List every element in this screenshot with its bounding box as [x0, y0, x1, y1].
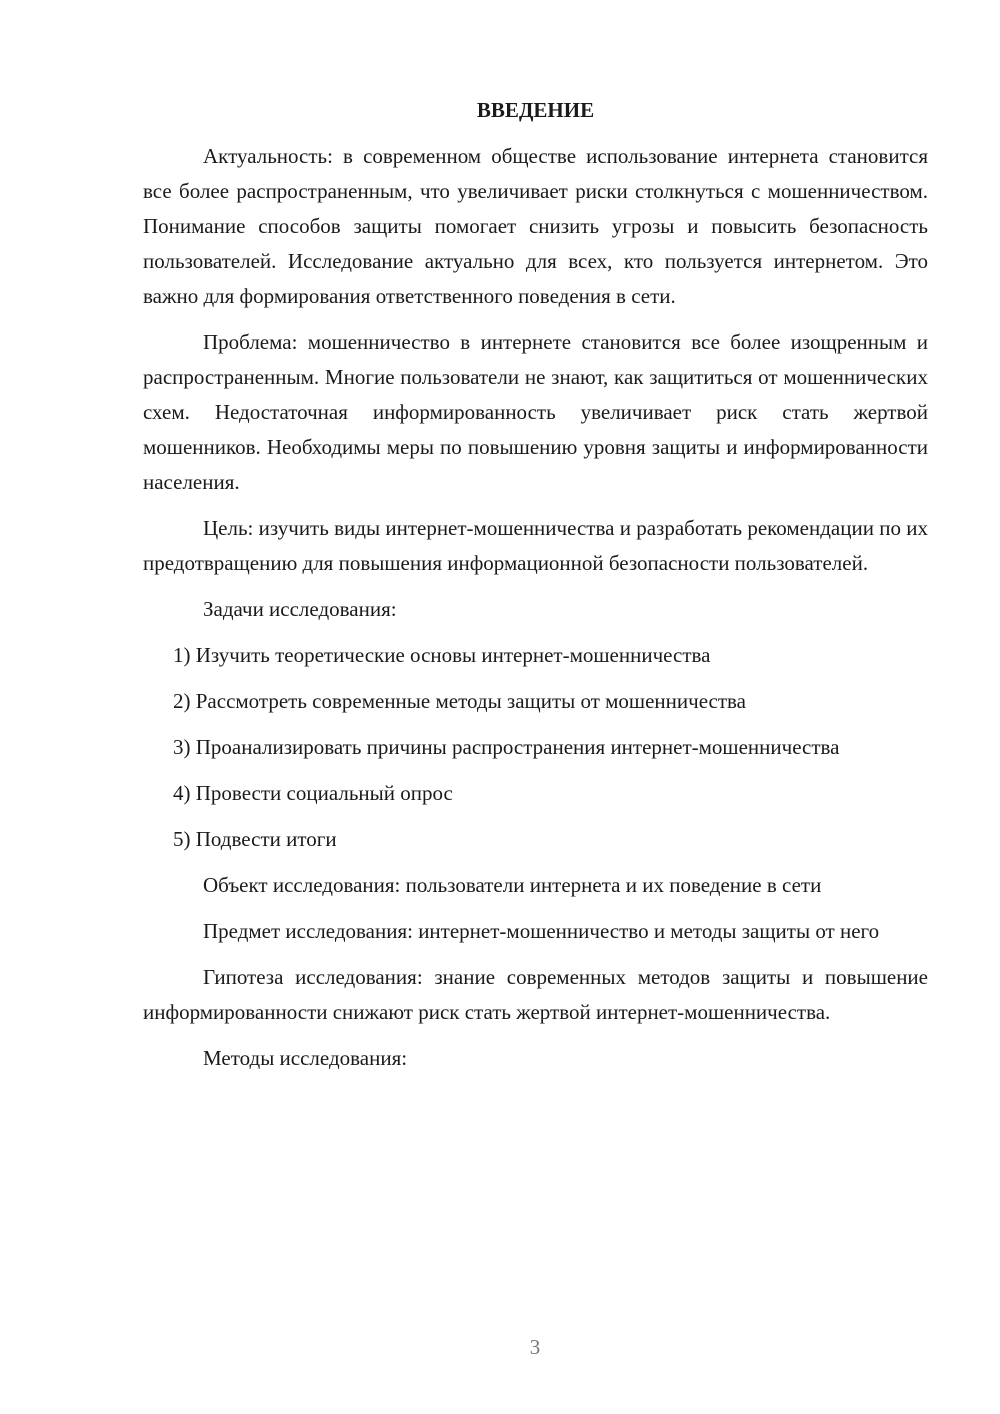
- page-number: 3: [529, 1335, 541, 1359]
- hypothesis-paragraph: Гипотеза исследования: знание современных методов защиты и повышение информированности снижают риск стать жертвой интернет-мошенничества.: [143, 965, 928, 1024]
- tasks-heading: Задачи исследования:: [203, 597, 397, 621]
- task-item-3: 3) Проанализировать причины распространения интернет-мошенничества: [173, 735, 840, 759]
- object-paragraph: Объект исследования: пользователи интернета и их поведение в сети: [203, 873, 822, 897]
- task-item-1: 1) Изучить теоретические основы интернет-мошенничества: [173, 643, 711, 667]
- page-content: [143, 93, 928, 1087]
- goal-paragraph: Цель: изучить виды интернет-мошенничества и разработать рекомендации по их предотвращению для повышения информационной безопасности пользователей.: [143, 516, 928, 575]
- problem-paragraph: Проблема: мошенничество в интернете становится все более изощренным и распространенным. Многие пользователи не знают, как защититься от мошеннических схем. Недостаточная информированность увеличивает риск стать жертвой мошенников. Необходимы меры по повышению уровня защиты и информированности населения.: [143, 330, 928, 494]
- task-item-5: 5) Подвести итоги: [173, 827, 337, 851]
- page-title: ВВЕДЕНИЕ: [476, 98, 595, 122]
- methods-heading: Методы исследования:: [203, 1046, 408, 1070]
- task-item-2: 2) Рассмотреть современные методы защиты от мошенничества: [173, 689, 746, 713]
- subject-paragraph: Предмет исследования: интернет-мошенничество и методы защиты от него: [203, 919, 880, 943]
- relevance-paragraph: Актуальность: в современном обществе использование интернета становится все более распространенным, что увеличивает риски столкнуться с мошенничеством. Понимание способов защиты помогает снизить угрозы и повысить безопасность пользователей. Исследование актуально для всех, кто пользуется интернетом. Это важно для формирования ответственного поведения в сети.: [143, 144, 928, 308]
- task-item-4: 4) Провести социальный опрос: [173, 781, 453, 805]
